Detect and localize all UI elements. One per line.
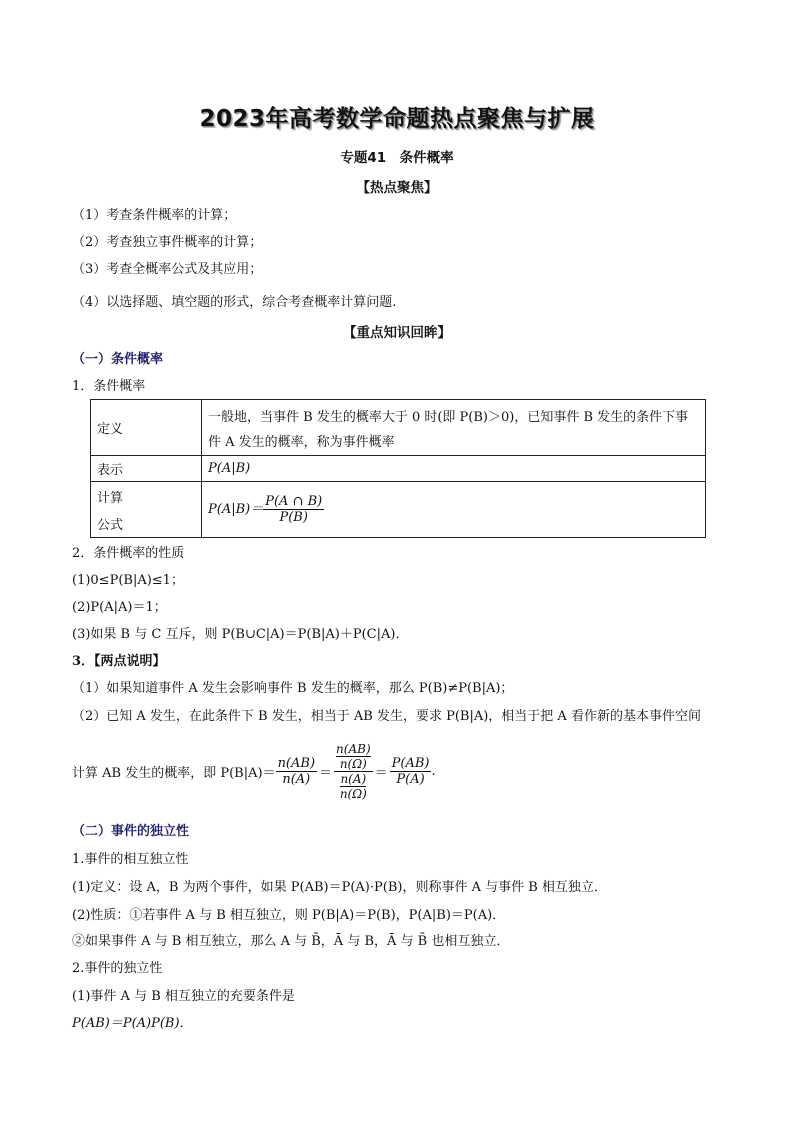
definition-table [90, 399, 706, 538]
inner-numerator: n(A) [340, 771, 367, 786]
note-line: （1）如果知道事件 A 发生会影响事件 B 发生的概率，那么 P(B)≠P(B|A)； [72, 681, 514, 696]
topic-subtitle: 专题41 条件概率 [340, 150, 454, 166]
inner-denominator: n(Ω) [339, 786, 367, 801]
table-label-formula [91, 482, 202, 538]
inner-denominator: n(Ω) [339, 756, 367, 771]
condition-formula: P(AB)＝P(A)P(B)． [72, 1016, 193, 1031]
part-heading-independence: （二）事件的独立性 [72, 824, 190, 839]
compound-numerator [334, 742, 373, 772]
fraction-numerator: P(AB) [391, 755, 430, 771]
property-line: ②如果事件 A 与 B 相互独立，那么 A 与 B̄，Ā 与 B，Ā 与 B̄ 也相互独立． [72, 934, 510, 949]
table-cell-notation: P(A|B) [202, 456, 706, 482]
compound-fraction [334, 742, 373, 801]
fraction-numerator: P(A ∩ B) [265, 494, 323, 509]
fraction-denominator: n(A) [282, 771, 311, 787]
fraction [276, 756, 317, 787]
condition-line: (1)事件 A 与 B 相互独立的充要条件是 [72, 989, 295, 1004]
focus-item: （1）考查条件概率的计算； [72, 208, 237, 223]
fraction-denominator: P(A) [396, 771, 425, 787]
section-heading-review: 【重点知识回眸】 [343, 325, 451, 341]
page-title: 2023年高考数学命题热点聚焦与扩展 [199, 106, 595, 132]
focus-item: （3）考查全概率公式及其应用； [72, 262, 263, 277]
fraction-numerator: n(AB) [277, 755, 316, 771]
property-line: (1)0≤P(B|A)≤1； [72, 573, 184, 588]
subsection-title: 2．条件概率的性质 [72, 546, 185, 561]
formula-label-line: 公式 [97, 517, 124, 533]
fraction-denominator: P(B) [279, 510, 308, 525]
table-cell-definition [202, 400, 706, 456]
table-cell-formula [202, 482, 706, 538]
part-heading-conditional: （一）条件概率 [72, 352, 164, 367]
inner-numerator: n(AB) [336, 741, 371, 756]
property-line: (2)性质：①若事件 A 与 B 相互独立，则 P(B|A)＝P(B)，P(A|B)＝P(A)． [72, 908, 506, 923]
formula-line: 计算 AB 发生的概率，即 P(B|A)＝ $\frac{n(AB)}{n(A)}$ ＝ $\frac{\frac{n(AB)}{n(\Omega)}}{\frac{n(A)}{n(\Omega)}}$ ＝ $\frac{P(AB)}{P(A)}$ . [72, 741, 436, 801]
property-line: (2)P(A|A)＝1； [72, 600, 167, 615]
formula-label-line: 计算 [97, 490, 124, 506]
fraction [390, 756, 432, 787]
property-line: (3)如果 B 与 C 互斥，则 P(B∪C|A)＝P(B|A)＋P(C|A)． [72, 627, 409, 642]
subsection-title: 1.事件的相互独立性 [72, 852, 189, 867]
subsection-title: 1．条件概率 [72, 379, 146, 394]
section-heading-hotspots: 【热点聚焦】 [356, 180, 438, 196]
table-label-notation: 表示 [91, 456, 202, 482]
fraction [263, 494, 324, 525]
note-line: （2）已知 A 发生，在此条件下 B 发生，相当于 AB 发生，要求 P(B|A)，相当于把 A 看作新的基本事件空间 [72, 709, 701, 724]
table-label-definition: 定义 [91, 400, 202, 456]
definition-text-line: 一般地，当事件 B 发生的概率大于 0 时(即 P(B)＞0)，已知事件 B 发生的条件下事 [208, 409, 689, 425]
definition-text-line: 件 A 发生的概率，称为事件概率 [208, 434, 395, 450]
formula-lhs: P(A|B)＝ [208, 502, 264, 517]
compound-denominator [338, 772, 369, 801]
definition-line: (1)定义：设 A，B 为两个事件，如果 P(AB)＝P(A)·P(B)，则称事件 A 与事件 B 相互独立． [72, 880, 607, 895]
subsection-title: 3．【两点说明】 [72, 654, 166, 669]
focus-item: （4）以选择题、填空题的形式，综合考查概率计算问题. [72, 295, 397, 310]
formula-prefix: 计算 AB 发生的概率，即 P(B|A)＝ [72, 765, 276, 781]
focus-item: （2）考查独立事件概率的计算； [72, 235, 263, 250]
subsection-title: 2.事件的独立性 [72, 961, 163, 976]
